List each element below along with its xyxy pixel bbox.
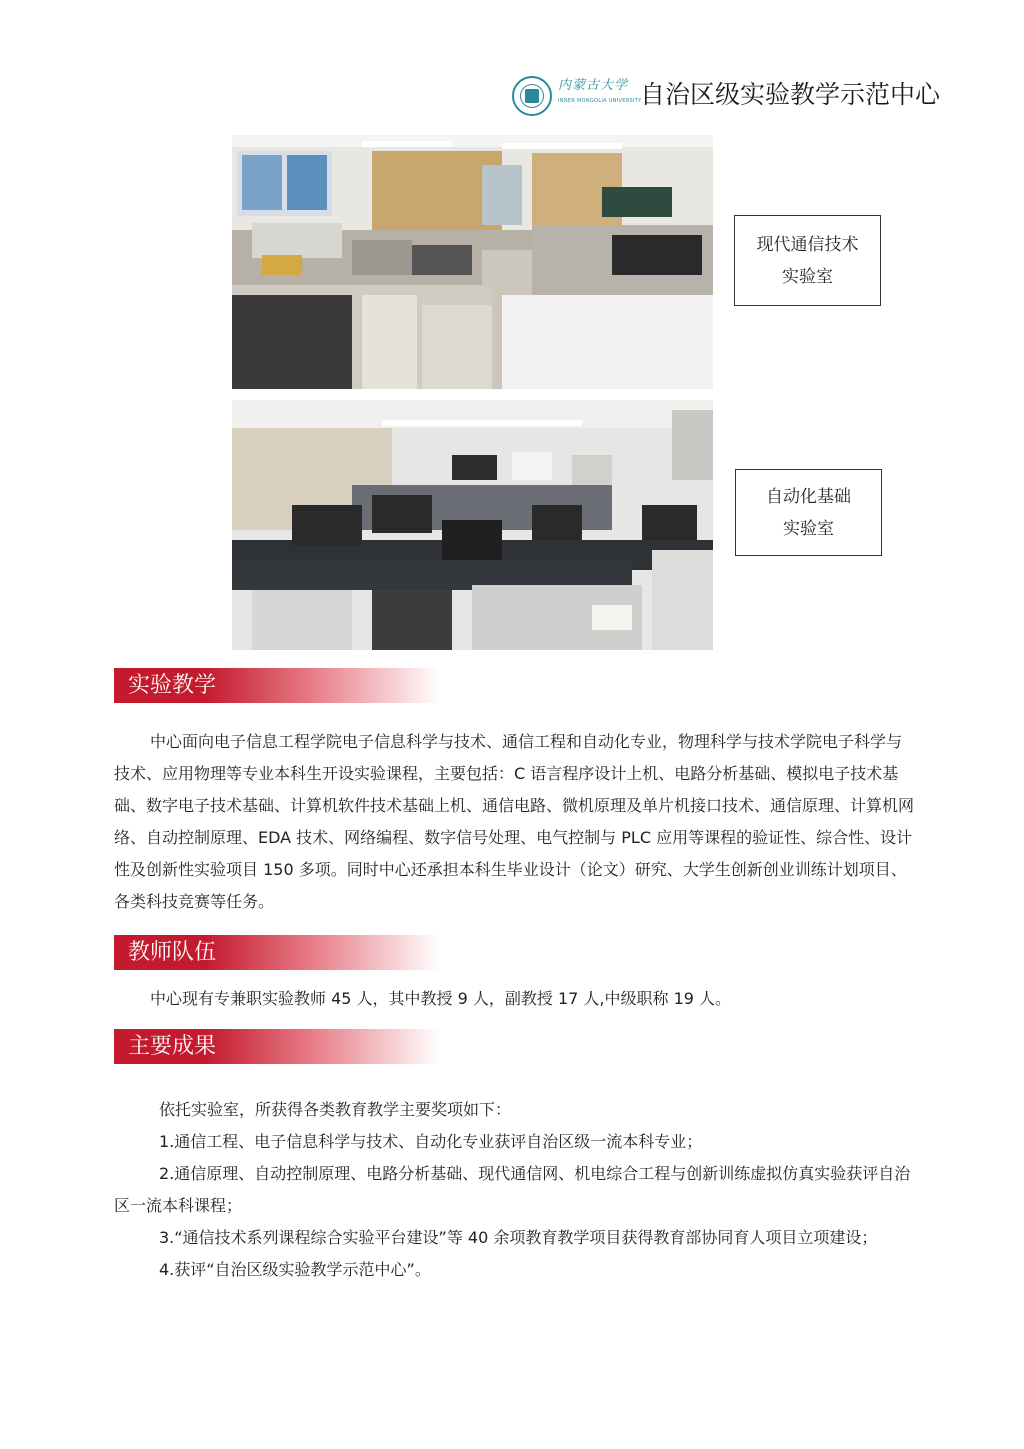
logo-script-text: 内蒙古大学: [558, 78, 629, 93]
communication-lab-illustration: [232, 135, 713, 389]
automation-lab-caption: [735, 469, 882, 556]
section-title: 实验教学: [128, 673, 217, 698]
communication-lab-photo: [232, 135, 713, 389]
faculty-paragraph: 中心现有专兼职实验教师 45 人，其中教授 9 人，副教授 17 人,中级职称 19 人。: [150, 989, 732, 1008]
achievement-item: 4.获评“自治区级实验教学示范中心”。: [159, 1260, 431, 1279]
section-header-achievements: [114, 1029, 440, 1064]
automation-lab-illustration: [232, 400, 713, 650]
logo-english-text: INNER MONGOLIA UNIVERSITY: [558, 98, 642, 104]
university-wordmark: [558, 78, 642, 118]
header-title: 自治区级实验教学示范中心: [640, 80, 941, 109]
caption-line: 现代通信技术: [756, 234, 859, 255]
achievement-item: 1.通信工程、电子信息科学与技术、自动化专业获评自治区级一流本科专业；: [159, 1132, 703, 1151]
section-header-faculty: [114, 935, 440, 970]
communication-lab-caption: [734, 215, 881, 306]
section-title: 主要成果: [128, 1034, 217, 1059]
seal-core: [525, 89, 539, 103]
achievement-item: 2.通信原理、自动控制原理、电路分析基础、现代通信网、机电综合工程与创新训练虚拟仿真实验获评自治区一流本科课程；: [114, 1164, 911, 1215]
caption-line: 实验室: [782, 266, 833, 287]
achievement-item: 3.“通信技术系列课程综合实验平台建设”等 40 余项教育教学项目获得教育部协同育人项目立项建设；: [159, 1228, 878, 1247]
achievements-intro: 依托实验室，所获得各类教育教学主要奖项如下：: [159, 1100, 512, 1119]
section-title: 教师队伍: [128, 940, 217, 965]
section-header-teaching: [114, 668, 440, 703]
caption-line: 实验室: [783, 518, 834, 539]
caption-line: 自动化基础: [766, 486, 851, 507]
university-seal-logo: [512, 76, 552, 116]
achievements-list: [114, 1094, 914, 1286]
teaching-paragraph: 中心面向电子信息工程学院电子信息科学与技术、通信工程和自动化专业，物理科学与技术学院电子科学与技术、应用物理等专业本科生开设实验课程，主要包括：C 语言程序设计上机、电路分析基础、模拟电子技术基础、数字电子技术基础、计算机软件技术基础上机、通信电路、微机原理及单片机接口技术、通信原理、计算机网络、自动控制原理、EDA 技术、网络编程、数字信号处理、电气控制与 PLC 应用等课程的验证性、综合性、设计性及创新性实验项目 150 多项。同时中心还承担本科生毕业设计（论文）研究、大学生创新创业训练计划项目、各类科技竞赛等任务。: [114, 732, 915, 911]
automation-lab-photo: [232, 400, 713, 650]
